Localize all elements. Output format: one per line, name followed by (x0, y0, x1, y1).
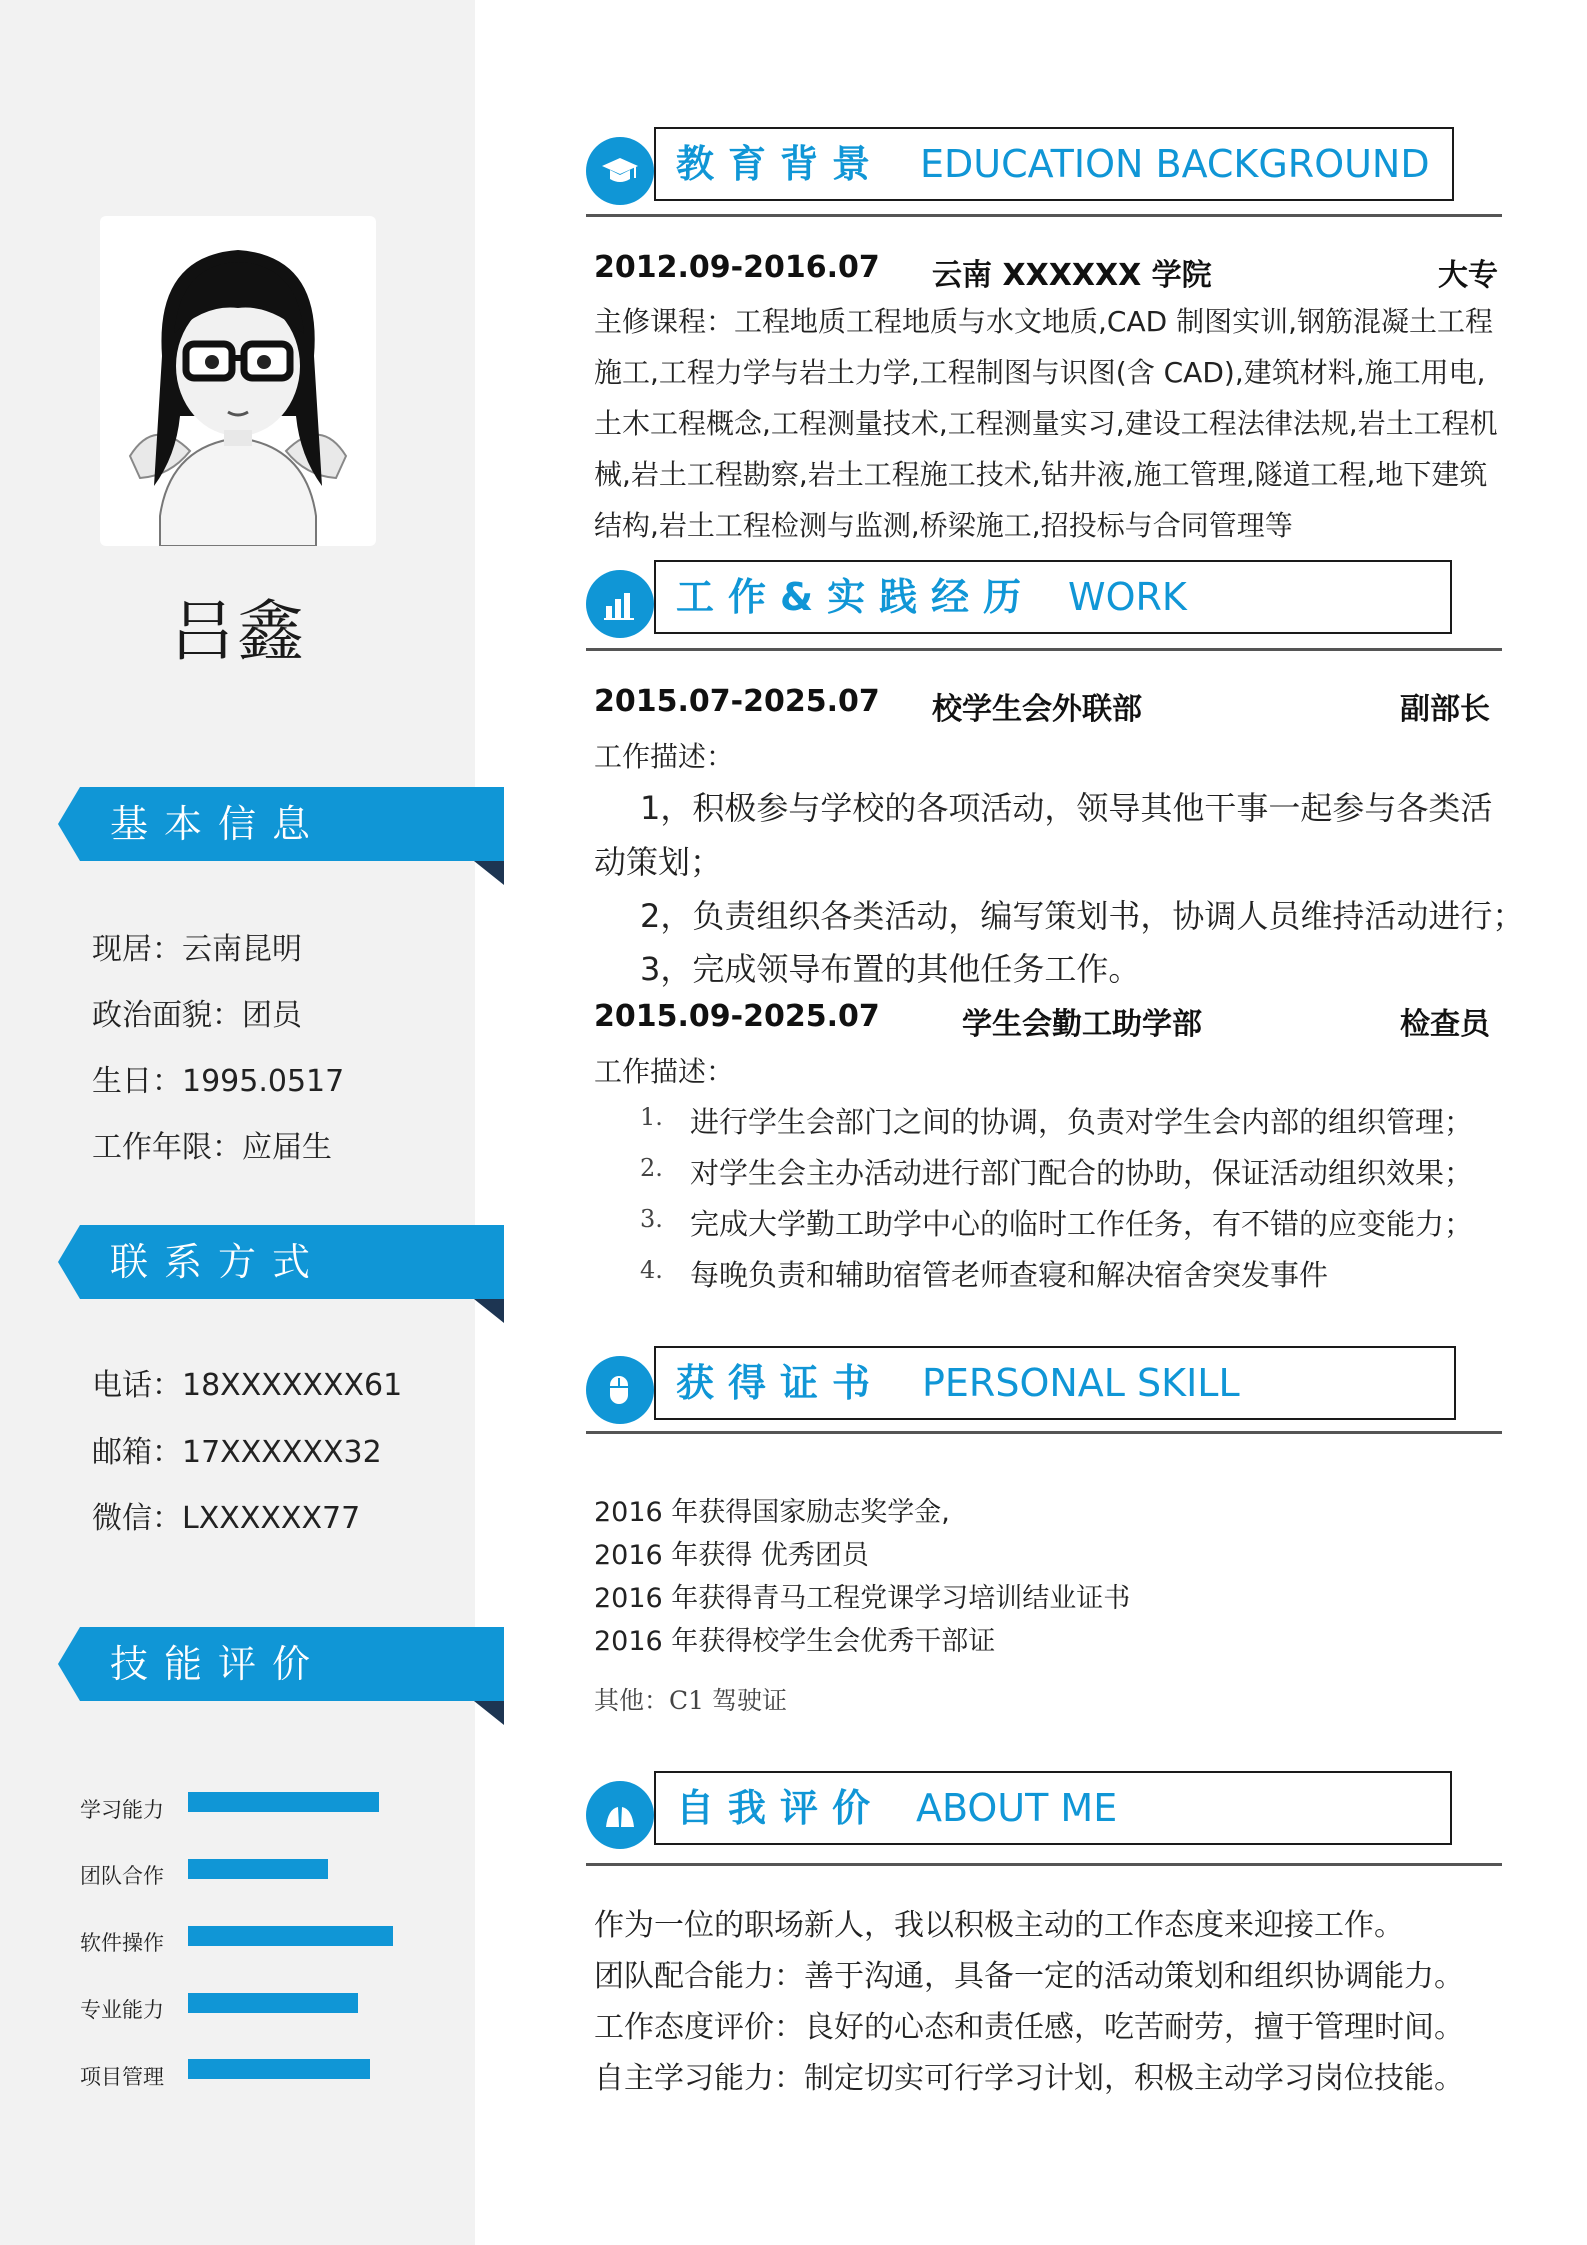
other-license: 其他：C1 驾驶证 (594, 1686, 787, 1715)
contact-email: 邮箱：17XXXXXX32 (92, 1435, 382, 1470)
certificate-item: 2016 年获得国家励志奖学金, (594, 1497, 950, 1528)
job-duty: 完成大学勤工助学中心的临时工作任务，有不错的应变能力； (690, 1207, 1474, 1241)
skill-bar-fill (188, 1859, 328, 1879)
skill-bar (188, 1792, 418, 1812)
header-fold (474, 1701, 504, 1725)
section-rule (586, 1431, 1502, 1434)
job-duty: 动策划； (594, 843, 723, 881)
job-duty: 1，积极参与学校的各项活动，领导其他干事一起参与各类活 (640, 789, 1493, 827)
job-duty: 进行学生会部门之间的协调，负责对学生会内部的组织管理； (690, 1105, 1474, 1139)
contact-title: 联系方式 (110, 1240, 327, 1284)
section-title-box (654, 560, 1452, 634)
education-date: 2012.09-2016.07 (594, 250, 880, 285)
basic-info-title: 基本信息 (110, 802, 327, 846)
info-birthday: 生日：1995.0517 (92, 1064, 345, 1099)
education-courses: 主修课程：工程地质工程地质与水文地质,CAD 制图实训,钢筋混凝土工程施工,工程力学与岩土力学,工程制图与识图(含 CAD),建筑材料,施工用电,土木工程概念,工程测量技术,工程测量实习,建设工程法律法规,岩土工程机械,岩土工程勘察,岩土工程施工技术,钻井液,施工管理,隧道工程,地下建筑结构,岩土工程检测与监测,桥梁施工,招投标与合同管理等 (594, 305, 1498, 542)
work-header (586, 560, 1456, 638)
mouse-icon (586, 1356, 654, 1424)
contact-phone: 电话：18XXXXXXX61 (92, 1368, 403, 1403)
graduation-cap-icon (586, 137, 654, 205)
job-duty: 每晚负责和辅助宿管老师查寝和解决宿舍突发事件 (690, 1258, 1329, 1292)
section-title-box (654, 1771, 1452, 1845)
list-number: 4. (640, 1256, 663, 1284)
section-title-en: ABOUT ME (916, 1786, 1118, 1830)
header-fold (474, 861, 504, 885)
section-rule (586, 214, 1502, 217)
cartoon-portrait-icon (100, 216, 376, 546)
hands-icon (586, 1781, 654, 1849)
job-org: 校学生会外联部 (932, 692, 1142, 727)
bar-chart-icon (586, 570, 654, 638)
list-number: 2. (640, 1154, 663, 1182)
certificate-item: 2016 年获得 优秀团员 (594, 1540, 869, 1571)
skill-label: 软件操作 (80, 1931, 164, 1955)
education-school: 云南 XXXXXX 学院 (932, 258, 1212, 293)
skill-bar-fill (188, 1792, 379, 1812)
job-entry-header (594, 999, 1494, 1043)
skill-bar (188, 2059, 418, 2079)
section-title-zh: 工作&实践经历 (676, 575, 1036, 619)
job-duty: 对学生会主办活动进行部门配合的协助，保证活动组织效果； (690, 1156, 1474, 1190)
section-title-en: WORK (1068, 575, 1187, 619)
sidebar (0, 0, 475, 2245)
section-title-zh: 教育背景 (676, 142, 885, 186)
header-fold (474, 1299, 504, 1323)
info-political-status: 政治面貌：团员 (92, 998, 302, 1033)
person-name: 吕鑫 (169, 593, 306, 670)
skill-bar (188, 1926, 418, 1946)
section-rule (586, 1863, 1502, 1866)
job-duty: 3，完成领导布置的其他任务工作。 (640, 950, 1141, 988)
info-work-years: 工作年限：应届生 (92, 1130, 332, 1165)
contact-header (58, 1225, 504, 1299)
skill-bar (188, 1993, 418, 2013)
skill-label: 专业能力 (80, 1998, 164, 2022)
about-header (586, 1771, 1456, 1849)
section-rule (586, 648, 1502, 651)
skills-title: 技能评价 (110, 1642, 327, 1686)
job-duty: 2，负责组织各类活动，编写策划书，协调人员维持活动进行； (640, 897, 1525, 935)
job-date: 2015.09-2025.07 (594, 999, 880, 1034)
education-entry-header (594, 250, 1498, 294)
list-number: 1. (640, 1103, 663, 1131)
skill-bar-fill (188, 1926, 393, 1946)
avatar (100, 216, 376, 546)
skill-label: 项目管理 (80, 2065, 164, 2089)
education-header (586, 127, 1456, 205)
job-desc-label: 工作描述： (594, 1055, 735, 1088)
about-line: 作为一位的职场新人，我以积极主动的工作态度来迎接工作。 (594, 1908, 1404, 1943)
list-number: 3. (640, 1205, 663, 1233)
job-org: 学生会勤工助学部 (962, 1007, 1202, 1042)
contact-wechat: 微信：LXXXXXX77 (92, 1501, 361, 1536)
education-degree: 大专 (1438, 258, 1498, 293)
job-role: 副部长 (1400, 692, 1490, 727)
section-title-en: EDUCATION BACKGROUND (920, 142, 1430, 186)
job-date: 2015.07-2025.07 (594, 684, 880, 719)
skill-bar-fill (188, 1993, 358, 2013)
certs-header (586, 1346, 1456, 1424)
certificate-item: 2016 年获得青马工程党课学习培训结业证书 (594, 1583, 1131, 1614)
section-title-box (654, 1346, 1456, 1420)
section-title-zh: 获得证书 (676, 1361, 885, 1405)
section-title-box (654, 127, 1454, 201)
section-title-en: PERSONAL SKILL (922, 1361, 1240, 1405)
info-residence: 现居：云南昆明 (92, 932, 302, 967)
about-line: 自主学习能力：制定切实可行学习计划，积极主动学习岗位技能。 (594, 2061, 1464, 2096)
job-role: 检查员 (1400, 1007, 1490, 1042)
basic-info-header (58, 787, 504, 861)
skill-bar (188, 1859, 418, 1879)
skill-label: 学习能力 (80, 1798, 164, 1822)
about-line: 工作态度评价：良好的心态和责任感，吃苦耐劳，擅于管理时间。 (594, 2010, 1464, 2045)
section-title-zh: 自我评价 (676, 1786, 885, 1830)
skills-header (58, 1627, 504, 1701)
about-line: 团队配合能力：善于沟通，具备一定的活动策划和组织协调能力。 (594, 1959, 1464, 1994)
job-desc-label: 工作描述： (594, 740, 735, 773)
job-entry-header (594, 684, 1494, 728)
skill-label: 团队合作 (80, 1864, 164, 1888)
certificate-item: 2016 年获得校学生会优秀干部证 (594, 1626, 996, 1657)
skill-bar-fill (188, 2059, 370, 2079)
